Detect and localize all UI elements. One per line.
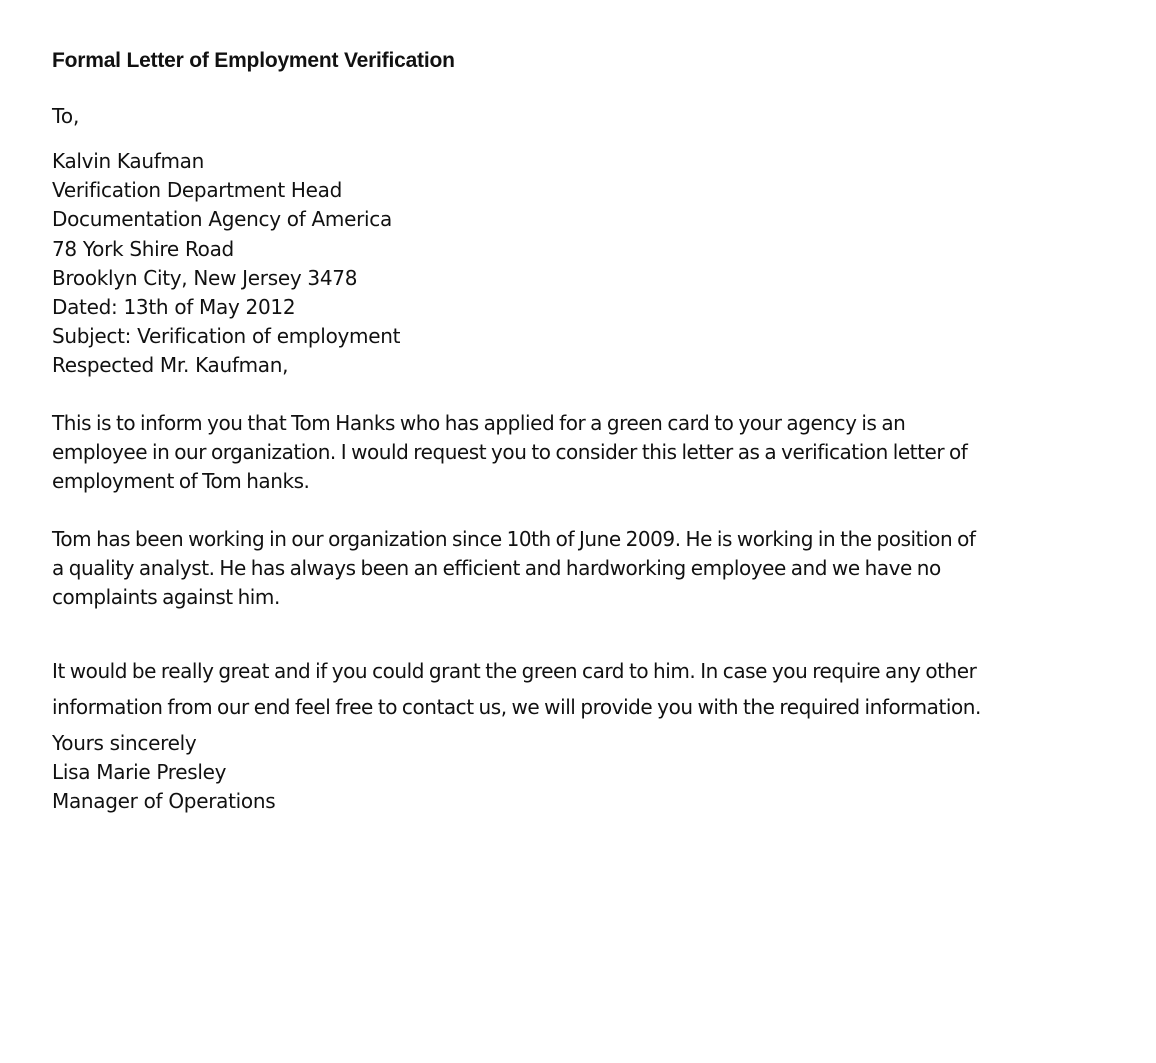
letter-subject: Subject: Verification of employment [52,324,401,349]
closing-block [52,729,1132,817]
letter-date: Dated: 13th of May 2012 [52,295,296,320]
letter-greeting: Respected Mr. Kaufman, [52,353,289,378]
recipient-title: Verification Department Head [52,178,343,203]
letter-salutation: To, [52,104,80,128]
recipient-address-block [52,147,1132,381]
body-paragraph-3: It would be really great and if you could grant the green card to him. In case you require any other information from our end feel free to contact us, we will provide you with the required information. [52,658,981,719]
recipient-name: Kalvin Kaufman [52,149,204,173]
body-paragraph-1: This is to inform you that Tom Hanks who has applied for a green card to your agency is an employee in our organization. I would request you to consider this letter as a verification letter of employment of Tom hanks. [52,410,968,493]
letter-title: Formal Letter of Employment Verification [52,49,455,72]
body-paragraph-2: Tom has been working in our organization since 10th of June 2009. He is working in the position of a quality analyst. He has always been an efficient and hardworking employee and we have no complaints against him. [52,526,976,609]
letter-document [52,46,1132,816]
recipient-street: 78 York Shire Road [52,236,234,261]
signatory-name: Lisa Marie Presley [52,759,227,784]
signatory-title: Manager of Operations [52,789,276,814]
recipient-city: Brooklyn City, New Jersey 3478 [52,265,358,290]
closing-phrase: Yours sincerely [52,730,197,755]
recipient-organization: Documentation Agency of America [52,207,392,232]
